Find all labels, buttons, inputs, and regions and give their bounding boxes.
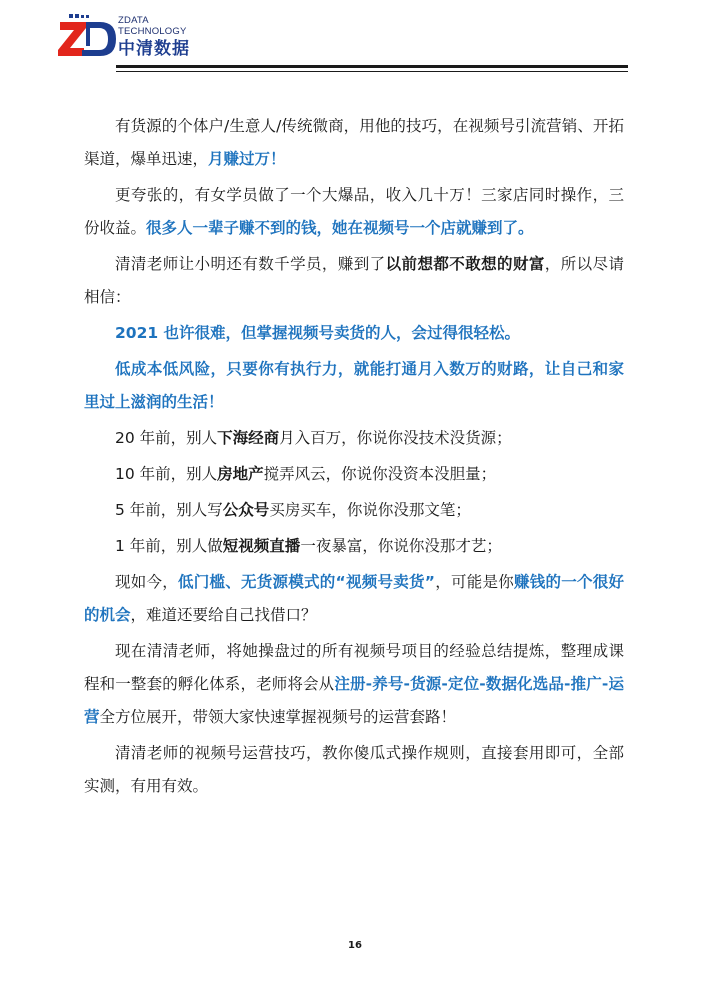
body-text: ，所以尽请相信： [84, 255, 624, 306]
bold-text: 以前想都不敢想的财富 [385, 255, 545, 273]
zd-logo-icon [56, 12, 118, 62]
body-text: ，可能是你 [434, 573, 514, 591]
bold-text: 房地产 [217, 465, 264, 483]
bold-text: 公众号 [222, 501, 270, 519]
document-body [84, 110, 624, 803]
bold-text: 短视频直播 [222, 537, 301, 555]
logo-english-line2: TECHNOLOGY [118, 25, 187, 37]
paragraph [84, 248, 624, 314]
body-text: 清清老师的视频号运营技巧，教你傻瓜式操作规则，直接套用即可，全部实测，有用有效。 [84, 744, 624, 795]
paragraph [84, 110, 624, 176]
body-text: 月入百万，你说你没技术没货源； [279, 429, 512, 447]
paragraph [84, 317, 624, 350]
highlight-text: 低门槛、无货源模式的“视频号卖货” [178, 573, 435, 591]
highlight-text: 赚钱的一个很好的机会 [84, 573, 624, 624]
paragraph [84, 494, 624, 527]
body-text: 更夸张的，有女学员做了一个大爆品，收入几十万！三家店同时操作，三份收益。 [84, 186, 624, 237]
body-text: 有货源的个体户/生意人/传统微商，用他的技巧，在视频号引流营销、开拓渠道，爆单迅速， [84, 117, 624, 168]
logo-english-line1: ZDATA [118, 15, 149, 26]
paragraph [84, 530, 624, 563]
body-text: 10 年前，别人 [115, 465, 218, 483]
body-text: ，难道还要给自己找借口？ [130, 606, 317, 624]
body-text: 全方位展开，带领大家快速掌握视频号的运营套路！ [99, 708, 457, 726]
logo-chinese-name: 中清数据 [118, 39, 190, 59]
paragraph [84, 422, 624, 455]
logo-text-block [118, 16, 190, 60]
body-text: 现在清清老师，将她操盘过的所有视频号项目的经验总结提炼，整理成课程和一整套的孵化体系，老师将会从 [84, 642, 624, 693]
body-text: 20 年前，别人 [115, 429, 218, 447]
body-text: 清清老师让小明还有数千学员，赚到了 [115, 255, 386, 273]
highlight-text: 很多人一辈子赚不到的钱，她在视频号一个店就赚到了。 [146, 219, 534, 237]
page-header [56, 12, 628, 72]
paragraph [84, 353, 624, 419]
paragraph [84, 179, 624, 245]
paragraph [84, 737, 624, 803]
body-text: 搅弄风云，你说你没资本没胆量； [263, 465, 497, 483]
highlight-text: 月赚过万！ [208, 150, 286, 168]
body-text: 买房买车，你说你没那文笔； [269, 501, 471, 519]
body-text: 5 年前，别人写 [115, 501, 223, 519]
header-divider-thin [116, 71, 628, 72]
body-text: 1 年前，别人做 [115, 537, 223, 555]
paragraph [84, 458, 624, 491]
highlight-text: 2021 也许很难，但掌握视频号卖货的人，会过得很轻松。 [115, 324, 521, 342]
paragraph [84, 566, 624, 632]
header-divider-thick [116, 65, 628, 68]
body-text: 一夜暴富，你说你没那才艺； [300, 537, 502, 555]
body-text: 现如今， [115, 573, 179, 591]
highlight-text: 低成本低风险，只要你有执行力，就能打通月入数万的财路，让自己和家里过上滋润的生活！ [84, 360, 624, 411]
highlight-text: 注册-养号-货源-定位-数据化选品-推广-运营 [84, 675, 624, 726]
page-number: 16 [348, 940, 362, 951]
paragraph [84, 635, 624, 734]
bold-text: 下海经商 [217, 429, 280, 447]
